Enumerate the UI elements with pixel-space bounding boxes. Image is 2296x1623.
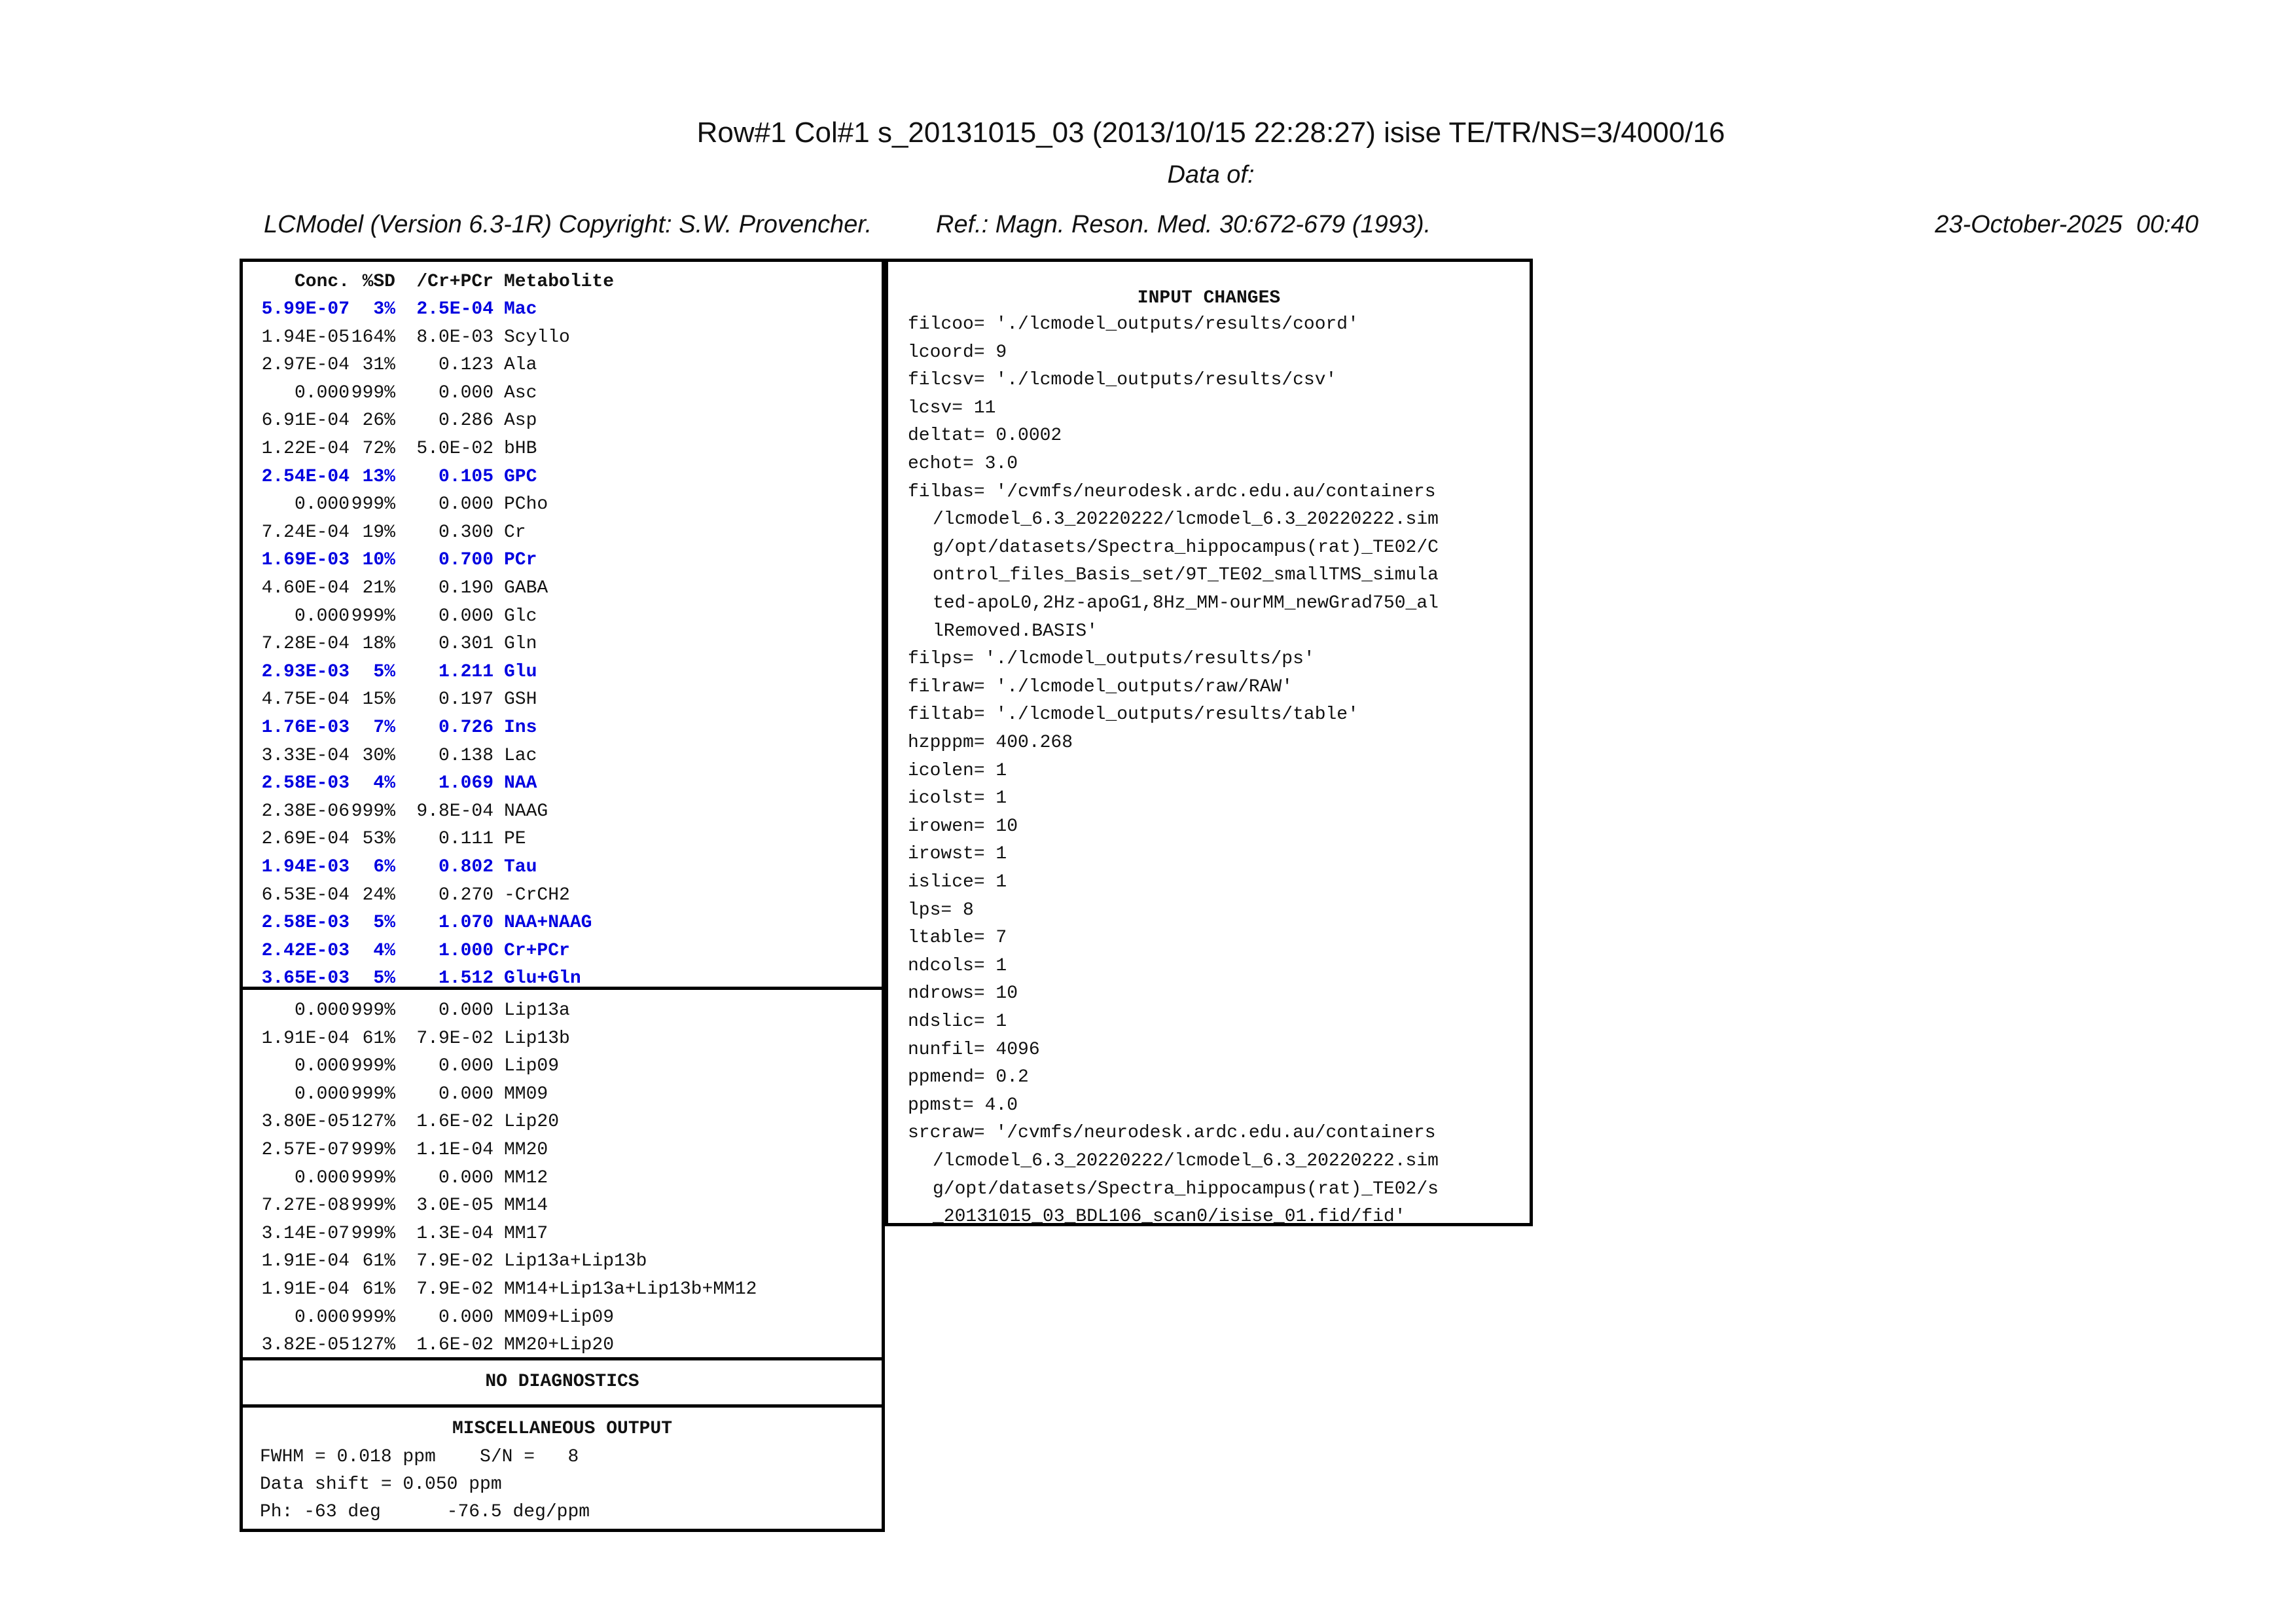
input-change-line: filcsv= './lcmodel_outputs/results/csv' xyxy=(908,370,1337,391)
input-change-line: filcoo= './lcmodel_outputs/results/coord' xyxy=(908,314,1359,335)
cell-ratio: 7.9E-02 xyxy=(416,1279,493,1300)
cell-ratio: 0.802 xyxy=(438,857,493,877)
cell-sd: 53% xyxy=(362,829,395,850)
table-row xyxy=(248,854,537,881)
cell-ratio: 3.0E-05 xyxy=(416,1195,493,1216)
cell-metabolite: Glu xyxy=(504,661,537,682)
cell-conc: 3.14E-07 xyxy=(261,1223,350,1244)
cell-ratio: 0.300 xyxy=(438,522,493,543)
cell-sd: 5% xyxy=(373,661,395,682)
table-row xyxy=(248,909,592,937)
cell-metabolite: Ins xyxy=(504,718,537,738)
cell-metabolite: Glc xyxy=(504,606,537,627)
cell-conc: 0.000 xyxy=(294,494,350,515)
cell-conc: 0.000 xyxy=(294,606,350,627)
cell-ratio: 0.000 xyxy=(438,382,493,403)
table-row xyxy=(248,882,570,909)
table-row xyxy=(248,714,537,742)
cell-ratio: 0.700 xyxy=(438,550,493,571)
cell-ratio: 8.0E-03 xyxy=(416,327,493,348)
cell-sd: 999% xyxy=(351,494,395,515)
table-row xyxy=(248,435,537,463)
table-header xyxy=(248,268,614,296)
input-change-line: lcoord= 9 xyxy=(908,342,1007,363)
input-change-line: ltable= 7 xyxy=(908,928,1007,949)
divider xyxy=(243,1357,882,1360)
input-change-line: filraw= './lcmodel_outputs/raw/RAW' xyxy=(908,676,1293,697)
cell-ratio: 0.197 xyxy=(438,689,493,710)
cell-sd: 999% xyxy=(351,1167,395,1188)
diagnostics-title: NO DIAGNOSTICS xyxy=(485,1372,639,1392)
table-row xyxy=(248,938,570,965)
cell-conc: 7.27E-08 xyxy=(261,1195,350,1216)
input-change-line: ppmend= 0.2 xyxy=(908,1067,1029,1088)
table-row xyxy=(248,547,537,574)
cell-ratio: 1.3E-04 xyxy=(416,1223,493,1244)
cell-sd: 999% xyxy=(351,1084,395,1104)
cell-conc: 6.91E-04 xyxy=(261,410,350,431)
table-row xyxy=(248,659,537,686)
cell-sd: 4% xyxy=(373,773,395,794)
cell-ratio: 0.000 xyxy=(438,1000,493,1021)
cell-sd: 61% xyxy=(362,1251,395,1272)
cell-conc: 0.000 xyxy=(294,1056,350,1077)
cell-metabolite: MM20+Lip20 xyxy=(504,1335,615,1356)
cell-sd: 999% xyxy=(351,1307,395,1328)
table-row xyxy=(248,464,537,491)
cell-metabolite: Lip13a xyxy=(504,1000,570,1021)
cell-sd: 72% xyxy=(362,439,395,459)
cell-sd: 3% xyxy=(373,299,395,319)
input-change-line: g/opt/datasets/Spectra_hippocampus(rat)_TE02/C xyxy=(933,537,1439,558)
cell-metabolite: Lac xyxy=(504,745,537,766)
cell-metabolite: Lip20 xyxy=(504,1112,560,1133)
cell-sd: 999% xyxy=(351,1223,395,1244)
input-change-line: ndcols= 1 xyxy=(908,955,1007,976)
col-sd-header: %SD xyxy=(362,272,395,292)
cell-metabolite: NAA+NAAG xyxy=(504,913,592,934)
table-row xyxy=(248,826,526,853)
cell-sd: 10% xyxy=(362,550,395,571)
cell-conc: 4.60E-04 xyxy=(261,578,350,598)
cell-conc: 7.24E-04 xyxy=(261,522,350,543)
cell-conc: 3.82E-05 xyxy=(261,1335,350,1356)
input-change-line: irowen= 10 xyxy=(908,816,1018,837)
cell-metabolite: Lip09 xyxy=(504,1056,560,1077)
cell-sd: 999% xyxy=(351,1195,395,1216)
table-row xyxy=(248,407,537,435)
cell-conc: 1.76E-03 xyxy=(261,718,350,738)
cell-ratio: 1.6E-02 xyxy=(416,1112,493,1133)
cell-conc: 2.38E-06 xyxy=(261,801,350,822)
cell-ratio: 0.000 xyxy=(438,1056,493,1077)
cell-sd: 127% xyxy=(351,1112,395,1133)
reference-citation: Ref.: Magn. Reson. Med. 30:672-679 (1993). xyxy=(936,211,1431,238)
cell-conc: 0.000 xyxy=(294,1000,350,1021)
table-row xyxy=(248,1220,548,1248)
table-row xyxy=(248,1025,570,1053)
cell-sd: 21% xyxy=(362,578,395,598)
misc-shift-line: Data shift = 0.050 ppm xyxy=(260,1474,502,1495)
input-change-line: srcraw= '/cvmfs/neurodesk.ardc.edu.au/containers xyxy=(908,1123,1436,1144)
table-row xyxy=(248,1332,614,1359)
cell-ratio: 0.286 xyxy=(438,410,493,431)
divider xyxy=(243,987,882,990)
input-change-line: lRemoved.BASIS' xyxy=(933,621,1098,642)
table-row xyxy=(248,296,537,323)
cell-ratio: 7.9E-02 xyxy=(416,1251,493,1272)
table-row xyxy=(248,491,548,519)
cell-sd: 18% xyxy=(362,634,395,655)
cell-metabolite: PE xyxy=(504,829,526,850)
cell-metabolite: bHB xyxy=(504,439,537,459)
cell-conc: 0.000 xyxy=(294,1307,350,1328)
cell-ratio: 2.5E-04 xyxy=(416,299,493,319)
cell-conc: 3.65E-03 xyxy=(261,968,350,989)
col-metabolite-header: Metabolite xyxy=(504,272,615,292)
cell-conc: 0.000 xyxy=(294,382,350,403)
cell-ratio: 7.9E-02 xyxy=(416,1028,493,1049)
col-ratio-header: /Cr+PCr xyxy=(416,272,493,292)
input-changes-panel xyxy=(885,259,1533,1226)
input-change-line: filtab= './lcmodel_outputs/results/table' xyxy=(908,704,1359,725)
cell-ratio: 1.070 xyxy=(438,913,493,934)
input-change-line: lps= 8 xyxy=(908,900,974,921)
input-change-line: lcsv= 11 xyxy=(908,397,996,418)
cell-conc: 2.58E-03 xyxy=(261,773,350,794)
table-row xyxy=(248,1192,548,1220)
cell-ratio: 0.000 xyxy=(438,1167,493,1188)
input-change-line: icolst= 1 xyxy=(908,788,1007,809)
cell-conc: 7.28E-04 xyxy=(261,634,350,655)
cell-ratio: 0.123 xyxy=(438,355,493,376)
cell-metabolite: GSH xyxy=(504,689,537,710)
cell-metabolite: Scyllo xyxy=(504,327,570,348)
cell-metabolite: Cr+PCr xyxy=(504,940,570,961)
cell-metabolite: Lip13a+Lip13b xyxy=(504,1251,647,1272)
cell-conc: 2.57E-07 xyxy=(261,1140,350,1160)
cell-ratio: 5.0E-02 xyxy=(416,439,493,459)
input-change-line: filbas= '/cvmfs/neurodesk.ardc.edu.au/containers xyxy=(908,481,1436,502)
table-row xyxy=(248,1304,614,1332)
input-change-line: icolen= 1 xyxy=(908,760,1007,781)
table-row xyxy=(248,603,537,630)
cell-sd: 999% xyxy=(351,382,395,403)
table-row xyxy=(248,1053,559,1080)
cell-metabolite: Ala xyxy=(504,355,537,376)
cell-conc: 1.91E-04 xyxy=(261,1028,350,1049)
col-conc-header: Conc. xyxy=(294,272,350,292)
table-row xyxy=(248,630,537,658)
cell-conc: 0.000 xyxy=(294,1167,350,1188)
cell-metabolite: -CrCH2 xyxy=(504,884,570,905)
cell-sd: 999% xyxy=(351,801,395,822)
cell-metabolite: MM20 xyxy=(504,1140,548,1160)
table-row xyxy=(248,1081,548,1108)
table-row xyxy=(248,352,537,379)
cell-sd: 15% xyxy=(362,689,395,710)
table-row xyxy=(248,1276,757,1304)
cell-metabolite: Asp xyxy=(504,410,537,431)
cell-sd: 5% xyxy=(373,913,395,934)
cell-ratio: 9.8E-04 xyxy=(416,801,493,822)
input-change-line: hzpppm= 400.268 xyxy=(908,733,1073,753)
cell-conc: 1.22E-04 xyxy=(261,439,350,459)
cell-sd: 999% xyxy=(351,1140,395,1160)
input-change-line: ppmst= 4.0 xyxy=(908,1095,1018,1116)
table-row xyxy=(248,380,537,407)
input-change-line: nunfil= 4096 xyxy=(908,1039,1040,1060)
cell-conc: 6.53E-04 xyxy=(261,884,350,905)
input-change-line: /lcmodel_6.3_20220222/lcmodel_6.3_20220222.sim xyxy=(933,509,1439,530)
cell-conc: 1.94E-03 xyxy=(261,857,350,877)
cell-metabolite: Cr xyxy=(504,522,526,543)
cell-ratio: 1.211 xyxy=(438,661,493,682)
cell-ratio: 0.000 xyxy=(438,1084,493,1104)
cell-sd: 13% xyxy=(362,466,395,487)
input-change-line: _20131015_03_BDL106_scan0/isise_01.fid/fid' xyxy=(933,1207,1406,1228)
cell-conc: 1.69E-03 xyxy=(261,550,350,571)
page-subtitle: Data of: xyxy=(1167,161,1255,189)
cell-conc: 1.94E-05 xyxy=(261,327,350,348)
table-row xyxy=(248,1108,559,1136)
cell-sd: 4% xyxy=(373,940,395,961)
cell-sd: 24% xyxy=(362,884,395,905)
cell-sd: 127% xyxy=(351,1335,395,1356)
table-row xyxy=(248,742,537,770)
cell-sd: 6% xyxy=(373,857,395,877)
cell-conc: 2.69E-04 xyxy=(261,829,350,850)
cell-ratio: 0.000 xyxy=(438,494,493,515)
cell-ratio: 0.270 xyxy=(438,884,493,905)
cell-conc: 2.54E-04 xyxy=(261,466,350,487)
cell-conc: 2.42E-03 xyxy=(261,940,350,961)
cell-metabolite: MM12 xyxy=(504,1167,548,1188)
cell-metabolite: Asc xyxy=(504,382,537,403)
cell-metabolite: GPC xyxy=(504,466,537,487)
cell-conc: 1.91E-04 xyxy=(261,1279,350,1300)
input-change-line: deltat= 0.0002 xyxy=(908,426,1062,447)
cell-sd: 31% xyxy=(362,355,395,376)
cell-ratio: 0.000 xyxy=(438,1307,493,1328)
cell-metabolite: Lip13b xyxy=(504,1028,570,1049)
cell-ratio: 1.069 xyxy=(438,773,493,794)
cell-metabolite: PCho xyxy=(504,494,548,515)
table-row xyxy=(248,1137,548,1164)
table-row xyxy=(248,575,548,602)
cell-metabolite: GABA xyxy=(504,578,548,598)
table-row xyxy=(248,770,537,797)
cell-metabolite: NAA xyxy=(504,773,537,794)
copyright-credit: LCModel (Version 6.3-1R) Copyright: S.W. Provencher. xyxy=(264,211,872,238)
input-change-line: filps= './lcmodel_outputs/results/ps' xyxy=(908,649,1315,670)
input-change-line: ted-apoL0,2Hz-apoG1,8Hz_MM-ourMM_newGrad750_al xyxy=(933,593,1439,613)
cell-sd: 30% xyxy=(362,745,395,766)
table-row xyxy=(248,1165,548,1192)
cell-metabolite: MM14 xyxy=(504,1195,548,1216)
table-row xyxy=(248,1248,647,1275)
page-title: Row#1 Col#1 s_20131015_03 (2013/10/15 22:28:27) isise TE/TR/NS=3/4000/16 xyxy=(696,117,1725,149)
cell-ratio: 0.000 xyxy=(438,606,493,627)
cell-sd: 7% xyxy=(373,718,395,738)
cell-ratio: 0.105 xyxy=(438,466,493,487)
cell-metabolite: MM17 xyxy=(504,1223,548,1244)
cell-conc: 1.91E-04 xyxy=(261,1251,350,1272)
cell-metabolite: MM09+Lip09 xyxy=(504,1307,615,1328)
cell-metabolite: Mac xyxy=(504,299,537,319)
cell-sd: 5% xyxy=(373,968,395,989)
cell-ratio: 0.726 xyxy=(438,718,493,738)
table-row xyxy=(248,997,570,1025)
input-change-line: ndrows= 10 xyxy=(908,983,1018,1004)
cell-ratio: 0.111 xyxy=(438,829,493,850)
input-change-line: islice= 1 xyxy=(908,872,1007,892)
input-change-line: /lcmodel_6.3_20220222/lcmodel_6.3_20220222.sim xyxy=(933,1151,1439,1171)
cell-metabolite: MM14+Lip13a+Lip13b+MM12 xyxy=(504,1279,757,1300)
cell-ratio: 0.190 xyxy=(438,578,493,598)
cell-conc: 2.93E-03 xyxy=(261,661,350,682)
input-change-line: ndslic= 1 xyxy=(908,1012,1007,1032)
misc-title: MISCELLANEOUS OUTPUT xyxy=(452,1419,673,1439)
cell-metabolite: Gln xyxy=(504,634,537,655)
misc-phase-line: Ph: -63 deg -76.5 deg/ppm xyxy=(260,1502,590,1522)
cell-conc: 4.75E-04 xyxy=(261,689,350,710)
table-row xyxy=(248,686,537,714)
cell-sd: 999% xyxy=(351,1056,395,1077)
input-change-line: ontrol_files_Basis_set/9T_TE02_smallTMS_simula xyxy=(933,565,1439,586)
input-changes-title: INPUT CHANGES xyxy=(1137,288,1281,308)
cell-ratio: 1.000 xyxy=(438,940,493,961)
cell-metabolite: MM09 xyxy=(504,1084,548,1104)
input-change-line: g/opt/datasets/Spectra_hippocampus(rat)_TE02/s xyxy=(933,1178,1439,1199)
cell-conc: 2.58E-03 xyxy=(261,913,350,934)
concentration-panel xyxy=(240,259,885,1532)
cell-conc: 2.97E-04 xyxy=(261,355,350,376)
cell-sd: 19% xyxy=(362,522,395,543)
input-change-line: irowst= 1 xyxy=(908,844,1007,865)
cell-sd: 164% xyxy=(351,327,395,348)
misc-fwhm-line: FWHM = 0.018 ppm S/N = 8 xyxy=(260,1447,579,1467)
cell-sd: 999% xyxy=(351,1000,395,1021)
report-date: 23-October-2025 00:40 xyxy=(1935,211,2198,238)
table-row xyxy=(248,798,548,826)
cell-conc: 3.33E-04 xyxy=(261,745,350,766)
cell-conc: 3.80E-05 xyxy=(261,1112,350,1133)
cell-metabolite: NAAG xyxy=(504,801,548,822)
cell-metabolite: Tau xyxy=(504,857,537,877)
cell-sd: 61% xyxy=(362,1028,395,1049)
cell-sd: 999% xyxy=(351,606,395,627)
cell-ratio: 1.6E-02 xyxy=(416,1335,493,1356)
cell-ratio: 1.512 xyxy=(438,968,493,989)
cell-ratio: 1.1E-04 xyxy=(416,1140,493,1160)
cell-sd: 61% xyxy=(362,1279,395,1300)
input-change-line: echot= 3.0 xyxy=(908,454,1018,474)
cell-ratio: 0.138 xyxy=(438,745,493,766)
table-row xyxy=(248,324,570,352)
cell-conc: 0.000 xyxy=(294,1084,350,1104)
cell-metabolite: Glu+Gln xyxy=(504,968,581,989)
cell-metabolite: PCr xyxy=(504,550,537,571)
cell-ratio: 0.301 xyxy=(438,634,493,655)
cell-conc: 5.99E-07 xyxy=(261,299,350,319)
table-row xyxy=(248,519,526,547)
cell-sd: 26% xyxy=(362,410,395,431)
divider xyxy=(243,1404,882,1408)
